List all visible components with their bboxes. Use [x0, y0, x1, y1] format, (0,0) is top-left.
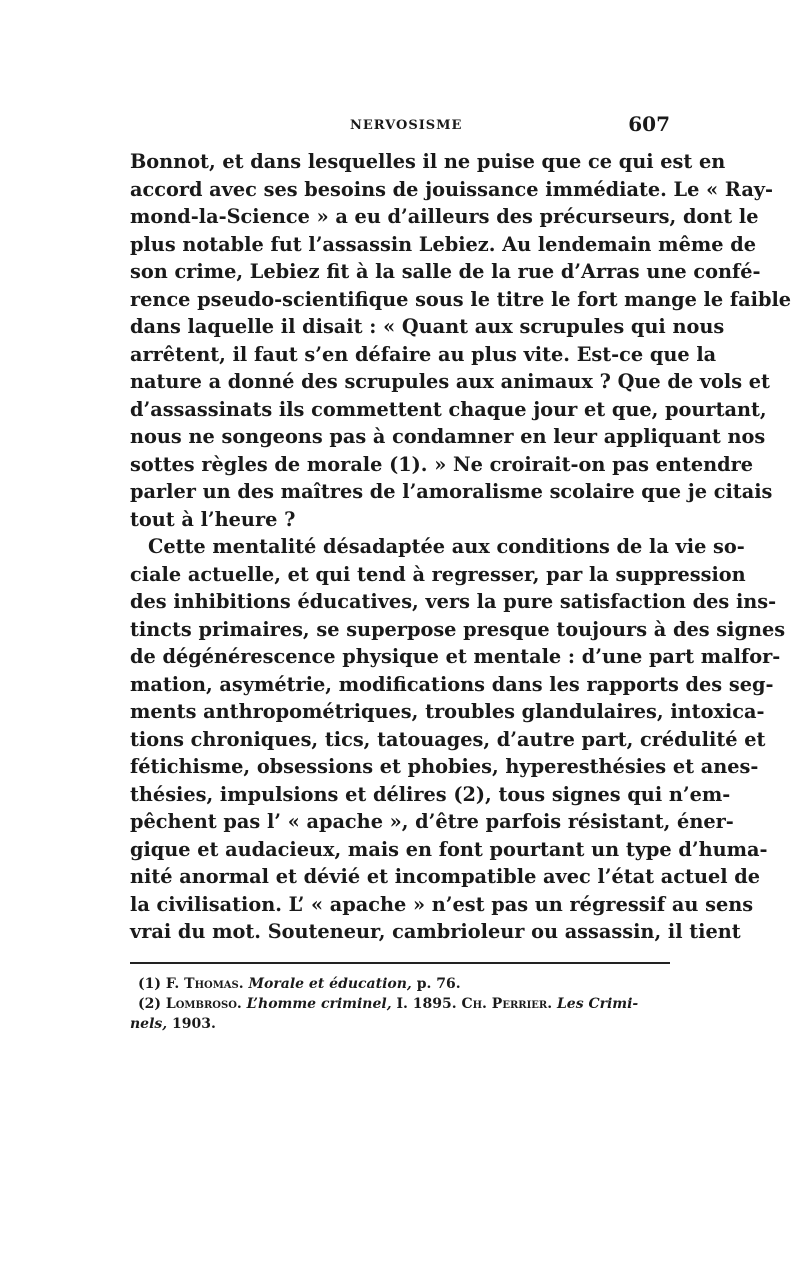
text-line: pêchent pas l’ « apache », d’être parfois résistant, éner- [130, 810, 734, 833]
running-title: NERVOSISME [350, 118, 463, 133]
text-line: tions chroniques, tics, tatouages, d’autre part, crédulité et [130, 727, 766, 751]
text-line: fétichisme, obsessions et phobies, hyperesthésies et anes- [130, 755, 759, 778]
footnote-title: L’homme criminel, [246, 996, 392, 1012]
text-line: thésies, impulsions et délires (2), tous signes qui n’em- [130, 782, 731, 806]
footnote-2 [130, 994, 670, 1014]
text-line: nature a donné des scrupules aux animaux ? Que de vols et [130, 370, 770, 393]
footnote-rule [130, 962, 670, 964]
text-line: gique et audacieux, mais en font pourtant un type d’huma- [130, 837, 768, 861]
text-line: de dégénérescence physique et mentale : d’une part malfor- [130, 645, 781, 668]
body-text [130, 148, 792, 946]
footnote-reference-2: 1903. [172, 1016, 216, 1032]
footnote-reference: p. 76. [416, 976, 461, 992]
text-line: sottes règles de morale (1). » Ne croirait-on pas entendre [130, 452, 754, 476]
text-line: d’assassinats ils commettent chaque jour et que, pourtant, [130, 397, 767, 421]
text-line: mond-la-Science » a eu d’ailleurs des précurseurs, dont le [130, 205, 759, 228]
text-line: son crime, Lebiez fit à la salle de la rue d’Arras une confé- [130, 260, 761, 283]
text-line: parler un des maîtres de l’amoralisme scolaire que je citais [130, 480, 773, 503]
text-line: dans laquelle il disait : « Quant aux scrupules qui nous [130, 315, 725, 338]
text-line: Cette mentalité désadaptée aux conditions de la vie so- [148, 535, 745, 558]
text-line: arrêtent, il faut s’en défaire au plus vite. Est-ce que la [130, 342, 717, 366]
text-line: ciale actuelle, et qui tend à regresser, par la suppression [130, 562, 746, 586]
footnote-author: Lombroso. [165, 996, 242, 1012]
text-line: nous ne songeons pas à condamner en leur appliquant nos [130, 425, 766, 448]
text-line: la civilisation. L’ « apache » n’est pas un régressif au sens [130, 892, 754, 916]
text-line: nité anormal et dévié et incompatible avec l’état actuel de [130, 865, 761, 888]
footnote-reference: I. 1895. [396, 996, 457, 1012]
text-line: Bonnot, et dans lesquelles il ne puise que ce qui est en [130, 150, 726, 173]
text-line: tout à l’heure ? [130, 507, 296, 531]
footnotes [130, 974, 670, 1034]
footnote-title-2: Les Crimi- [556, 996, 639, 1012]
text-line: vrai du mot. Souteneur, cambrioleur ou assassin, il tient [130, 920, 741, 943]
text-line: mation, asymétrie, modifications dans les rapports des seg- [130, 672, 774, 696]
text-line: plus notable fut l’assassin Lebiez. Au lendemain même de [130, 232, 756, 256]
footnote-author-2: Ch. Perrier. [461, 996, 553, 1012]
page-header [130, 112, 670, 142]
text-line: ments anthropométriques, troubles glandulaires, intoxica- [130, 700, 765, 723]
footnote-marker: (1) [138, 976, 161, 992]
footnote-title-2-end: nels, [130, 1016, 168, 1032]
footnote-1 [130, 974, 670, 994]
text-line: rence pseudo-scientifique sous le titre le fort mange le faible [130, 287, 792, 311]
text-line: des inhibitions éducatives, vers la pure satisfaction des ins- [130, 590, 777, 613]
footnote-author: F. Thomas. [165, 976, 244, 992]
footnote-marker: (2) [138, 996, 161, 1012]
footnote-title: Morale et éducation, [248, 976, 412, 992]
text-line: tincts primaires, se superpose presque toujours à des signes [130, 617, 786, 641]
footnote-2-continued [130, 1014, 670, 1034]
text-line: accord avec ses besoins de jouissance immédiate. Le « Ray- [130, 177, 774, 201]
page-number: 607 [628, 112, 670, 136]
